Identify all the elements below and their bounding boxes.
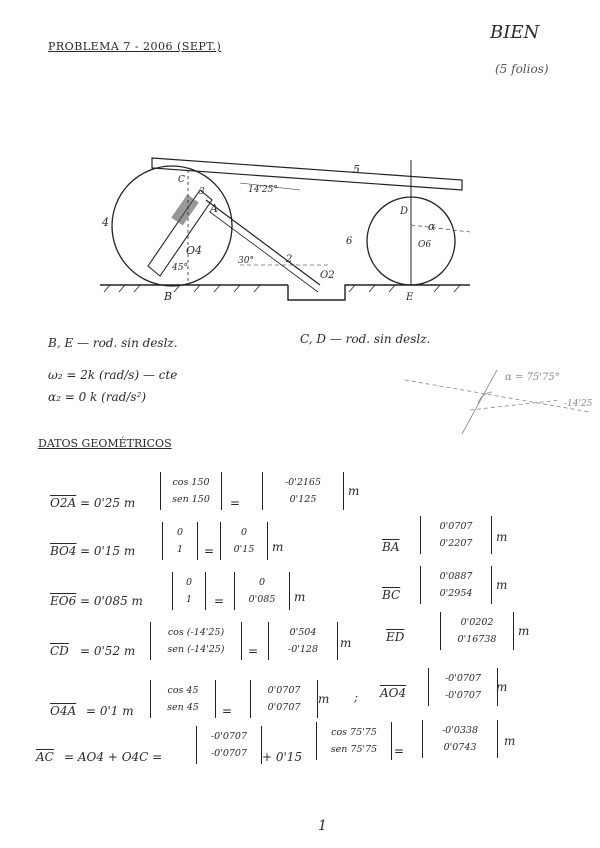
note-alpha: α₂ = 0 k (rad/s²) (48, 390, 147, 404)
label-O2: O2 (320, 270, 335, 281)
label-D: D (400, 206, 409, 217)
unit-o4a: m (318, 692, 330, 706)
vec-ed: $\overline{ED}$ (386, 630, 405, 644)
matrix-eo6-1: 0 1 (172, 572, 206, 610)
page-number: 1 (318, 818, 327, 834)
matrix-bo4-2: 0 0'15 (220, 522, 268, 560)
matrix-cd-2: 0'504 -0'128 (268, 622, 338, 660)
grade-mark: BIEN (490, 22, 540, 43)
unit-ac: m (504, 734, 516, 748)
eq-bo4: = 0'15 m (80, 544, 136, 558)
unit-ao4: m (496, 680, 508, 694)
label-5: 5 (353, 163, 360, 176)
vec-bc: $\overline{BC}$ (382, 588, 401, 602)
vec-o4a: O4A (50, 704, 77, 718)
matrix-o2a-2: -0'2165 0'125 (262, 472, 344, 510)
label-6: 6 (346, 236, 353, 247)
matrix-ed: 0'0202 0'16738 (440, 612, 514, 650)
eq-eo6: = 0'085 m (80, 594, 143, 608)
label-angle-45: 45° (172, 263, 188, 273)
unit-bo4: m (272, 540, 284, 554)
matrix-bc: 0'0887 0'2954 (420, 566, 492, 604)
side-alpha-label: α = 75'75° (505, 372, 560, 383)
unit-ba: m (496, 530, 508, 544)
label-2: 2 (286, 254, 293, 265)
unit-cd: m (340, 636, 352, 650)
unit-ed: m (518, 624, 530, 638)
label-angle-30: 30° (238, 256, 254, 266)
matrix-ac-1: -0'0707 -0'0707 (196, 726, 262, 764)
side-angle-label: -14'25 (564, 399, 593, 409)
vec-ao4: AO4 (380, 686, 407, 700)
unit-eo6: m (294, 590, 306, 604)
matrix-ao4: -0'0707 -0'0707 (428, 668, 498, 706)
matrix-bo4-1: 0 1 (162, 522, 198, 560)
label-3: 3 (199, 187, 205, 197)
unit-bc: m (496, 578, 508, 592)
matrix-ac-3: cos 75'75 sen 75'75 (316, 722, 392, 760)
eq-ac: = AO4 + O4C = (64, 750, 163, 764)
datos-heading: DATOS GEOMÉTRICOS (38, 437, 172, 450)
matrix-eo6-2: 0 0'085 (234, 572, 290, 610)
matrix-o2a-1: cos 150 sen 150 (160, 472, 222, 510)
matrix-cd-1: cos (-14'25) sen (-14'25) (150, 622, 242, 660)
vec-bo4: BO4 (50, 544, 77, 558)
label-E: E (406, 292, 414, 303)
note-be: B, E — rod. sin deslz. (48, 336, 178, 350)
matrix-ac-2: -0'0338 0'0743 (422, 720, 498, 758)
label-angle-top: 14'25° (248, 185, 278, 195)
vec-o2a: O2A (50, 496, 77, 510)
ac-extra: + 0'15 (262, 750, 303, 764)
problem-title: PROBLEMA 7 - 2006 (SEPT.) (48, 40, 222, 53)
matrix-o4a-2: 0'0707 0'0707 (250, 680, 318, 718)
label-C: C (178, 175, 185, 185)
label-alpha: α (428, 220, 436, 233)
note-cd: C, D — rod. sin deslz. (300, 332, 431, 346)
label-O4: O4 (186, 244, 203, 257)
label-B: B (164, 290, 173, 303)
vec-eo6: EO6 (50, 594, 77, 608)
eq-o4a: = 0'1 m (86, 704, 134, 718)
bar-5 (152, 158, 462, 190)
eq-o2a: = 0'25 m (80, 496, 136, 510)
matrix-o4a-1: cos 45 sen 45 (150, 680, 216, 718)
note-omega: ω₂ = 2k (rad/s) — cte (48, 368, 178, 382)
label-O6: O6 (418, 240, 432, 250)
label-A: A (210, 202, 218, 215)
vec-ac: $\overline{AC}$ (36, 750, 54, 764)
eq-cd: = 0'52 m (80, 644, 136, 658)
unit-o2a: m (348, 484, 360, 498)
pages-count: (5 folios) (495, 62, 549, 76)
label-4: 4 (102, 216, 109, 229)
vec-ba: $\overline{BA}$ (382, 540, 400, 554)
matrix-ba: 0'0707 0'2207 (420, 516, 492, 554)
vec-cd: $\overline{CD}$ (50, 644, 69, 658)
